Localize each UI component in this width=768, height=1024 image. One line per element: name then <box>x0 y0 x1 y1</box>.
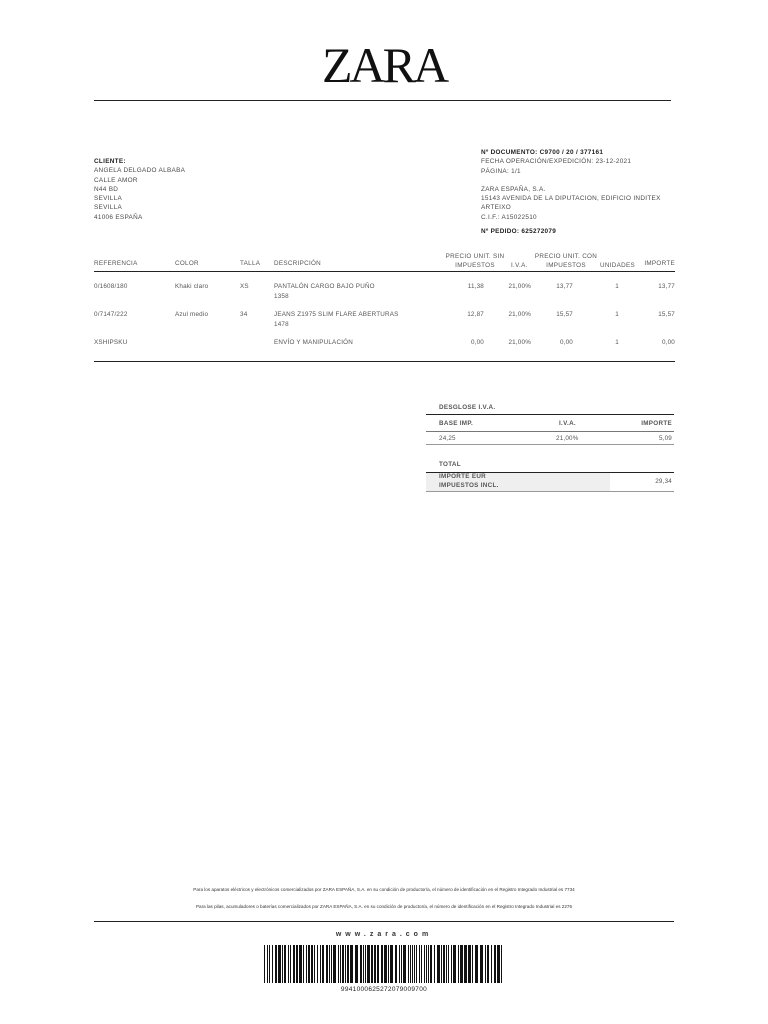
row-color: Khaki claro <box>175 283 209 290</box>
row-price: 12,87 <box>467 311 484 318</box>
barcode-bar <box>475 945 478 983</box>
barcode-bar <box>390 945 393 983</box>
row-units: 1 <box>615 311 619 318</box>
vat-header-divider <box>426 431 674 432</box>
barcode-bar <box>347 945 349 983</box>
barcode-bar <box>443 945 445 983</box>
row-price-tax: 13,77 <box>556 283 573 290</box>
barcode-bar <box>448 945 449 983</box>
document-number: Nº DOCUMENTO: C9700 / 20 / 377161 <box>481 149 604 156</box>
document-meta <box>481 148 661 236</box>
row-description: ENVÍO Y MANIPULACIÓN <box>274 339 353 346</box>
barcode-bar <box>288 945 289 983</box>
barcode-bar <box>303 945 304 983</box>
row-amount: 15,57 <box>658 311 675 318</box>
client-block <box>94 157 185 222</box>
barcode-bar <box>446 945 447 983</box>
barcode-bar <box>487 945 489 983</box>
header-vat: I.V.A. <box>511 262 528 269</box>
header-size: TALLA <box>240 260 261 267</box>
header-description: DESCRIPCIÓN <box>274 260 322 267</box>
barcode-bar <box>267 945 268 983</box>
row-description-code: 1478 <box>274 321 289 328</box>
row-amount: 13,77 <box>658 283 675 290</box>
table-header-divider <box>94 271 675 272</box>
header-price-tax <box>530 252 602 270</box>
barcode-bar <box>367 945 370 983</box>
row-vat: 21,00% <box>508 311 531 318</box>
vat-bottom-divider <box>426 444 674 445</box>
barcode-bar <box>333 945 336 983</box>
barcode-bar <box>410 945 411 983</box>
header-ref: REFERENCIA <box>94 260 138 267</box>
barcode-bar <box>308 945 310 983</box>
row-price: 11,38 <box>467 283 484 290</box>
barcode-bar <box>264 945 265 983</box>
vat-base-value: 24,25 <box>439 435 456 442</box>
client-postcode: 41006 ESPAÑA <box>94 213 143 221</box>
barcode-bar <box>399 945 400 983</box>
barcode-bar <box>355 945 358 983</box>
footer-note-batteries: Para las pilas, acumuladores o baterías comercializados por ZARA ESPAÑA, S.A. en su condición de productor/a, el número de identificación en el Registro Integrado Industrial es 2276 <box>195 904 573 909</box>
barcode-bar <box>472 945 473 983</box>
barcode-bar <box>299 945 302 983</box>
row-ref: 0/1608/180 <box>94 283 128 290</box>
barcode-bar <box>434 945 435 983</box>
vat-title-divider <box>426 414 674 415</box>
barcode-bar <box>381 945 383 983</box>
barcode-bar <box>430 945 432 983</box>
header-color: COLOR <box>175 260 199 267</box>
barcode-bar <box>306 945 307 983</box>
barcode-bar <box>363 945 364 983</box>
barcode-bar <box>278 945 281 983</box>
barcode-bar <box>350 945 353 983</box>
client-city: SEVILLA <box>94 195 123 203</box>
operation-date: FECHA OPERACIÓN/EXPEDICIÓN: 23-12-2021 <box>481 158 632 166</box>
barcode-bar <box>326 945 328 983</box>
total-label <box>439 473 499 490</box>
row-ref: 0/7147/222 <box>94 311 128 318</box>
row-size: 34 <box>240 311 248 318</box>
barcode-bar <box>424 945 425 983</box>
barcode-bar <box>293 945 295 983</box>
company-cif: C.I.F.: A15022510 <box>481 213 537 221</box>
barcode-image <box>264 945 504 983</box>
barcode-bar <box>365 945 366 983</box>
row-price-tax: 0,00 <box>559 339 573 346</box>
barcode-bar <box>464 945 467 983</box>
client-label: CLIENTE: <box>94 158 126 165</box>
zara-logo: ZARA <box>321 37 447 93</box>
order-number: Nº PEDIDO: 625272079 <box>481 228 557 236</box>
barcode-bar <box>453 945 456 983</box>
barcode-bar <box>374 945 376 983</box>
barcode-bar <box>451 945 452 983</box>
header-amount: IMPORTE <box>644 260 675 267</box>
company-city: ARTEIXO <box>481 204 512 212</box>
barcode-bar <box>441 945 442 983</box>
barcode-bar <box>437 945 440 983</box>
company-name: ZARA ESPAÑA, S.A. <box>481 185 546 193</box>
barcode-bar <box>388 945 389 983</box>
vat-col-base: BASE IMP. <box>439 420 474 427</box>
barcode-bar <box>284 945 286 983</box>
barcode-bar <box>275 945 277 983</box>
header-divider <box>94 100 671 101</box>
barcode-bar <box>460 945 463 983</box>
barcode-bar <box>395 945 397 983</box>
row-units: 1 <box>615 283 619 290</box>
row-price-tax: 15,57 <box>556 311 573 318</box>
client-street: CALLE AMOR <box>94 176 138 184</box>
barcode-bar <box>491 945 492 983</box>
row-amount: 0,00 <box>661 339 675 346</box>
row-description: JEANS Z1975 SLIM FLARE ABERTURAS <box>274 311 399 318</box>
client-province: SEVILLA <box>94 204 123 212</box>
barcode-bar <box>340 945 341 983</box>
row-ref: XSHIPSKU <box>94 339 128 346</box>
row-description: PANTALÓN CARGO BAJO PUÑO <box>274 283 375 290</box>
barcode-bar <box>485 945 486 983</box>
barcode-bar <box>419 945 420 983</box>
barcode-bar <box>428 945 429 983</box>
footer-divider <box>94 921 674 922</box>
header-price-tax-line1: PRECIO UNIT. CON <box>534 253 598 260</box>
page-number: PÁGINA: 1/1 <box>481 167 521 175</box>
barcode-bar <box>272 945 273 983</box>
row-vat: 21,00% <box>508 283 531 290</box>
barcode-bar <box>401 945 402 983</box>
total-value: 29,34 <box>655 478 672 485</box>
barcode-bar <box>338 945 339 983</box>
barcode-bar <box>412 945 413 983</box>
barcode-bar <box>384 945 387 983</box>
barcode-bar <box>311 945 313 983</box>
header-price-no-tax-line1: PRECIO UNIT. SIN <box>445 253 505 260</box>
barcode-bar <box>269 945 270 983</box>
footer-note-electronics: Para los aparatos eléctricos y electrónicos comercializados por ZARA ESPAÑA, S.A. en su condición de productor/a, el número de identificación en el Registro Integrado Industrial es 7734 <box>193 887 575 892</box>
barcode-bar <box>416 945 417 983</box>
total-bottom-divider <box>426 491 674 492</box>
barcode-bar <box>282 945 283 983</box>
barcode-bar <box>322 945 324 983</box>
barcode-bar <box>317 945 318 983</box>
barcode-bar <box>426 945 427 983</box>
client-number: N44 BD <box>94 185 119 193</box>
barcode-bar <box>345 945 346 983</box>
row-vat: 21,00% <box>508 339 531 346</box>
header-units: UNIDADES <box>600 262 635 269</box>
company-address: 15143 AVENIDA DE LA DIPUTACION, EDIFICIO INDITEX <box>481 195 661 203</box>
barcode-bar <box>468 945 471 983</box>
barcode-bar <box>377 945 379 983</box>
barcode-bar <box>360 945 362 983</box>
barcode-bar <box>421 945 422 983</box>
website-link[interactable]: www.zara.com <box>335 931 433 938</box>
row-size: XS <box>240 283 249 290</box>
barcode-bar <box>329 945 330 983</box>
table-bottom-divider <box>94 361 675 362</box>
barcode-bar <box>371 945 373 983</box>
vat-rate-value: 21,00% <box>556 435 579 442</box>
barcode-number: 9941000625272079009700 <box>340 986 428 993</box>
barcode-bar <box>458 945 459 983</box>
header-price-tax-line2: IMPUESTOS <box>546 262 586 269</box>
row-description-code: 1358 <box>274 293 289 300</box>
barcode-bar <box>342 945 344 983</box>
vat-col-amount: IMPORTE <box>641 420 672 427</box>
total-title: TOTAL <box>439 461 461 468</box>
barcode-bar <box>290 945 291 983</box>
row-price: 0,00 <box>470 339 484 346</box>
barcode-bar <box>403 945 406 983</box>
total-label-line1: IMPORTE EUR <box>439 473 487 480</box>
barcode-bar <box>480 945 483 983</box>
row-units: 1 <box>615 339 619 346</box>
barcode-bar <box>296 945 298 983</box>
header-price-no-tax-line2: IMPUESTOS <box>455 262 495 269</box>
vat-breakdown-title: DESGLOSE I.V.A. <box>439 404 496 411</box>
barcode-bar <box>497 945 500 983</box>
barcode-bar <box>331 945 332 983</box>
total-label-line2: IMPUESTOS INCL. <box>439 481 499 489</box>
barcode-bar <box>314 945 315 983</box>
barcode-bar <box>414 945 415 983</box>
row-color: Azul medio <box>175 311 209 318</box>
header-price-no-tax <box>440 252 510 270</box>
vat-amount-value: 5,09 <box>658 435 672 442</box>
barcode-bar <box>320 945 321 983</box>
barcode-bar <box>501 945 502 983</box>
vat-col-vat: I.V.A. <box>559 420 576 427</box>
barcode-bar <box>408 945 409 983</box>
client-name: ANGELA DELGADO ALBABA <box>94 167 186 175</box>
barcode-bar <box>494 945 496 983</box>
